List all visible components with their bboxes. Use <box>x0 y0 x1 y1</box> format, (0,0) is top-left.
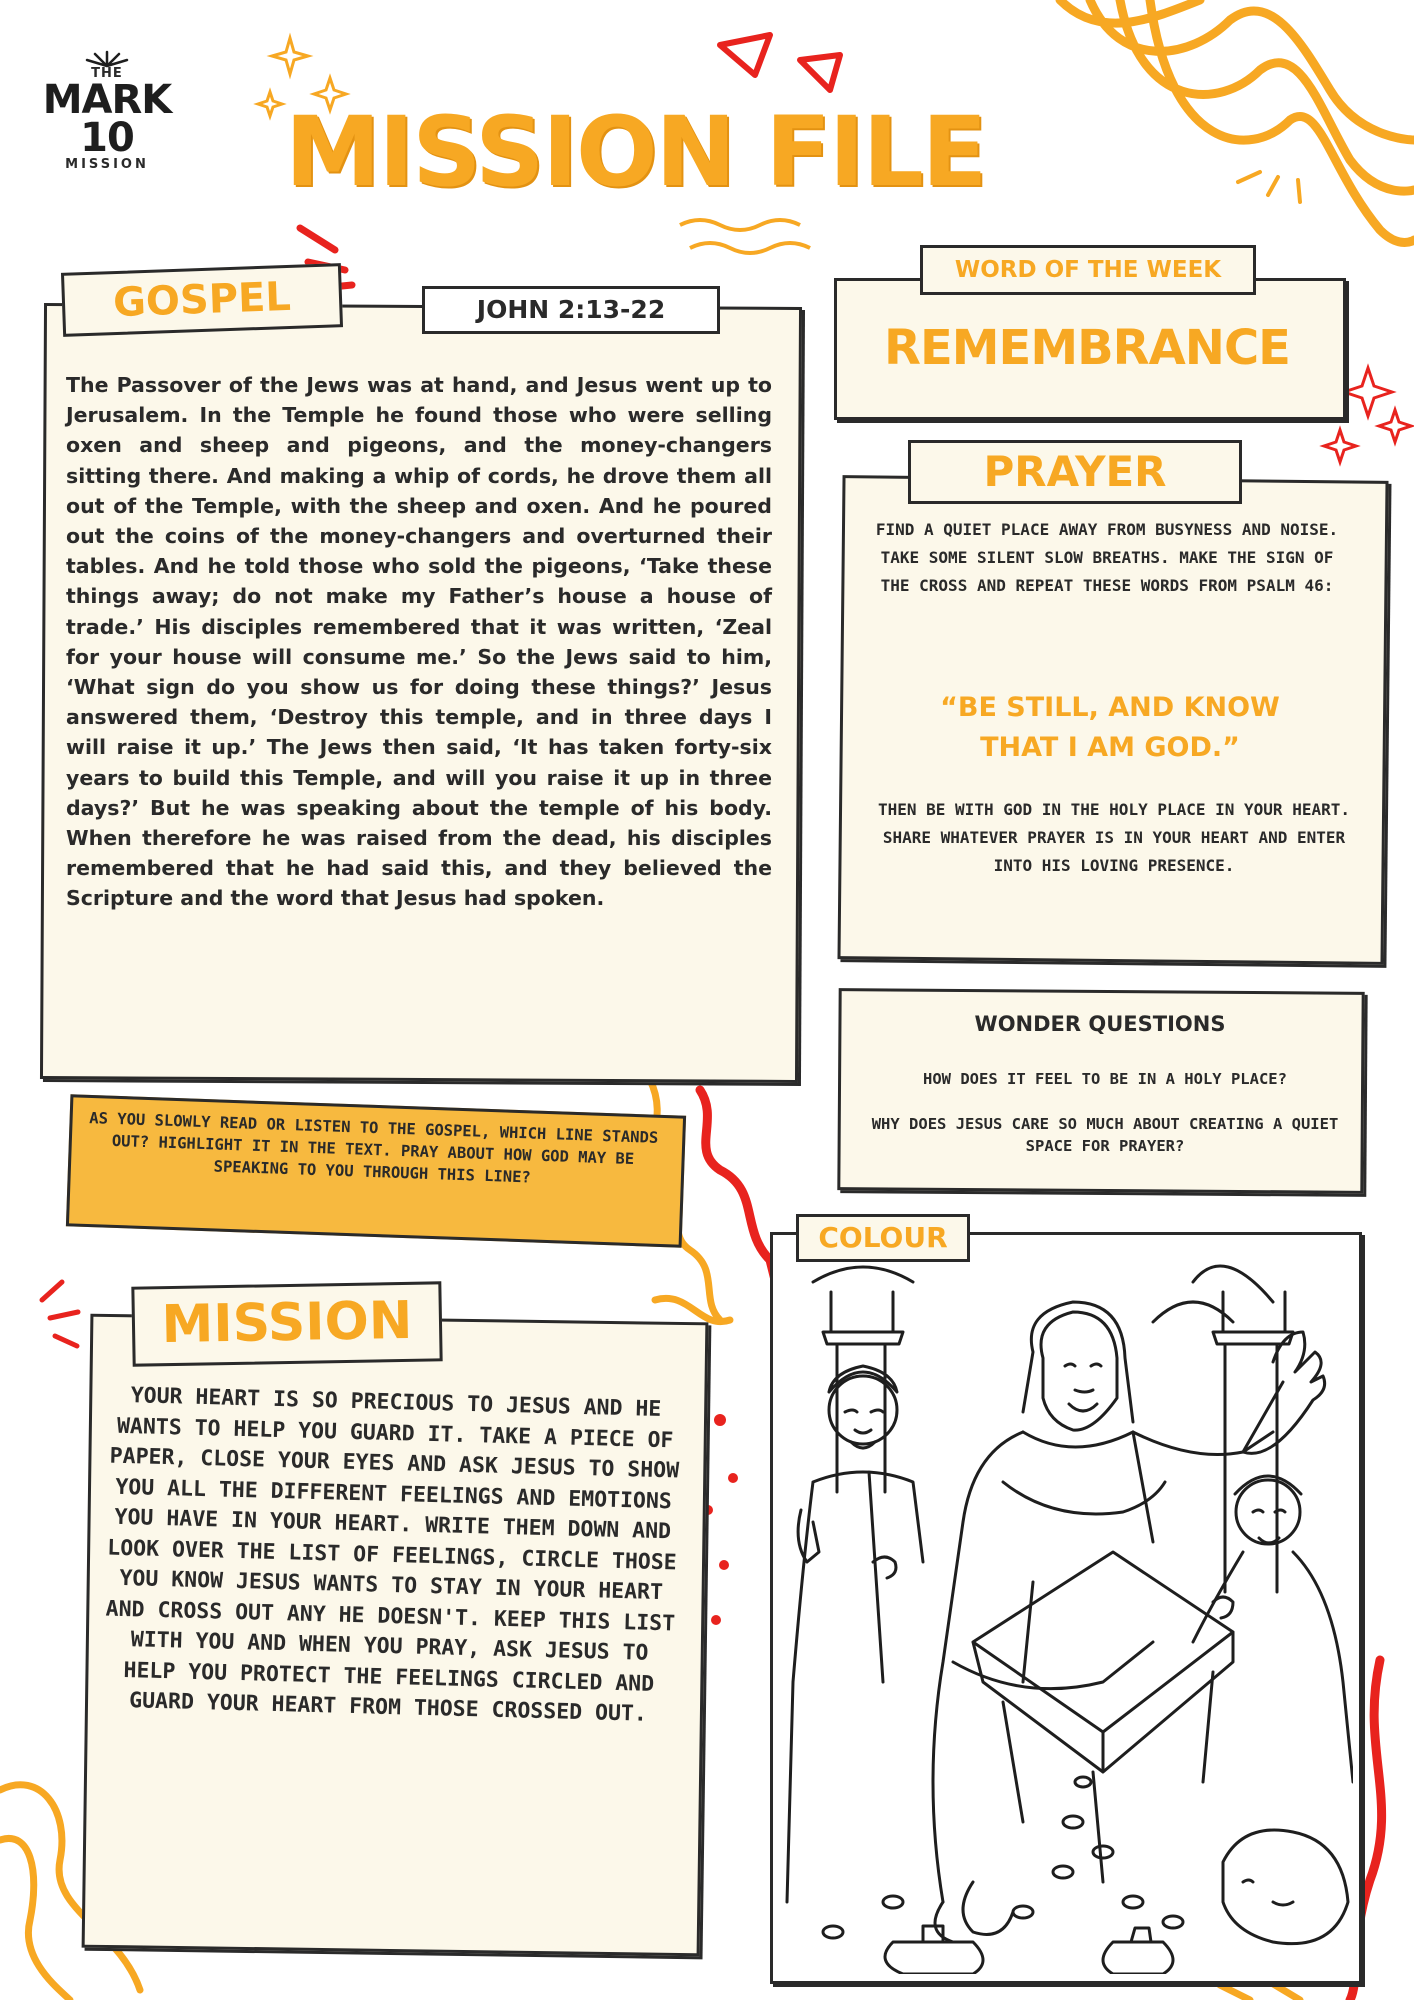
prayer-quote: “BE STILL, AND KNOW THAT I AM GOD.” <box>940 692 1280 763</box>
jesus-cleansing-temple-illustration <box>773 1262 1353 1974</box>
gospel-label: GOSPEL <box>61 263 343 337</box>
prayer-label: PRAYER <box>908 440 1242 504</box>
prayer-intro: FIND A QUIET PLACE AWAY FROM BUSYNESS AND NOISE. TAKE SOME SILENT SLOW BREATHS. MAKE THE SIGN OF THE CROSS AND REPEAT THESE WORDS FROM PSALM 46: <box>875 520 1339 595</box>
gospel-text: The Passover of the Jews was at hand, and Jesus went up to Jerusalem. In the Temple he found those who were selling oxen and sheep and pigeons, and the money-changers sitting there. And making a whip of cords, he drove them all out of the Temple, with the sheep and oxen. And he poured out the coins of the money-changers and overturned their tables. And he told those who sold the pigeons, ‘Take these things away; do not make my Father’s house a house of trade.’ His disciples remembered that it was written, ‘Zeal for your house will consume me.’ So the Jews said to him, ‘What sign do you show us for doing these things?’ Jesus answered them, ‘Destroy this temple, and in three days I will raise it up.’ The Jews then said, ‘It has taken forty-six years to build this Temple, and will you raise it up in three days?’ But he was speaking about the temple of his body. When therefore he was raised from the dead, his disciples remembered that he had said this, and they believed the Scripture and the word that Jesus had spoken. <box>66 373 772 911</box>
mission-text: YOUR HEART IS SO PRECIOUS TO JESUS AND HE WANTS TO HELP YOU GUARD IT. TAKE A PIECE OF PAPER, CLOSE YOUR EYES AND ASK JESUS TO SHOW YOU ALL THE DIFFERENT FEELINGS AND EMOTIONS YOU HAVE IN YOUR HEART. WRITE THEM DOWN AND LOOK OVER THE LIST OF FEELINGS, CIRCLE THOSE YOU KNOW JESUS WANTS TO STAY IN YOUR HEART AND CROSS OUT ANY HE DOESN'T. KEEP THIS LIST WITH YOU AND WHEN YOU PRAY, ASK JESUS TO HELP YOU PROTECT THE FEELINGS CIRCLED AND GUARD YOUR HEART FROM THOSE CROSSED OUT. <box>105 1383 680 1727</box>
word-of-week: REMEMBRANCE <box>884 320 1290 376</box>
page-title: MISSION FILE <box>285 96 986 208</box>
logo-top-text: THE <box>91 66 123 81</box>
gospel-reference: JOHN 2:13-22 <box>422 286 720 334</box>
sunburst-icon <box>77 48 137 68</box>
reflection-text: AS YOU SLOWLY READ OR LISTEN TO THE GOSPEL, WHICH LINE STANDS OUT? HIGHLIGHT IT IN THE TEXT. PRAY ABOUT HOW GOD MAY BE SPEAKING TO YOU THROUGH THIS LINE? <box>89 1109 659 1187</box>
wonder-question: HOW DOES IT FEEL TO BE IN A HOLY PLACE? <box>923 1070 1287 1088</box>
logo-bottom-text: MISSION <box>65 157 149 172</box>
word-of-week-label: WORD OF THE WEEK <box>920 245 1256 295</box>
prayer-outro: THEN BE WITH GOD IN THE HOLY PLACE IN YOUR HEART. SHARE WHATEVER PRAYER IS IN YOUR HEART AND ENTER INTO HIS LOVING PRESENCE. <box>877 800 1350 875</box>
colour-label: COLOUR <box>796 1214 970 1262</box>
mark10-logo <box>22 48 192 172</box>
mission-label: MISSION <box>131 1281 442 1366</box>
wonder-title: WONDER QUESTIONS <box>974 1012 1226 1036</box>
logo-main-text: MARK 10 <box>42 77 172 161</box>
wonder-question: WHY DOES JESUS CARE SO MUCH ABOUT CREATING A QUIET SPACE FOR PRAYER? <box>871 1115 1339 1155</box>
